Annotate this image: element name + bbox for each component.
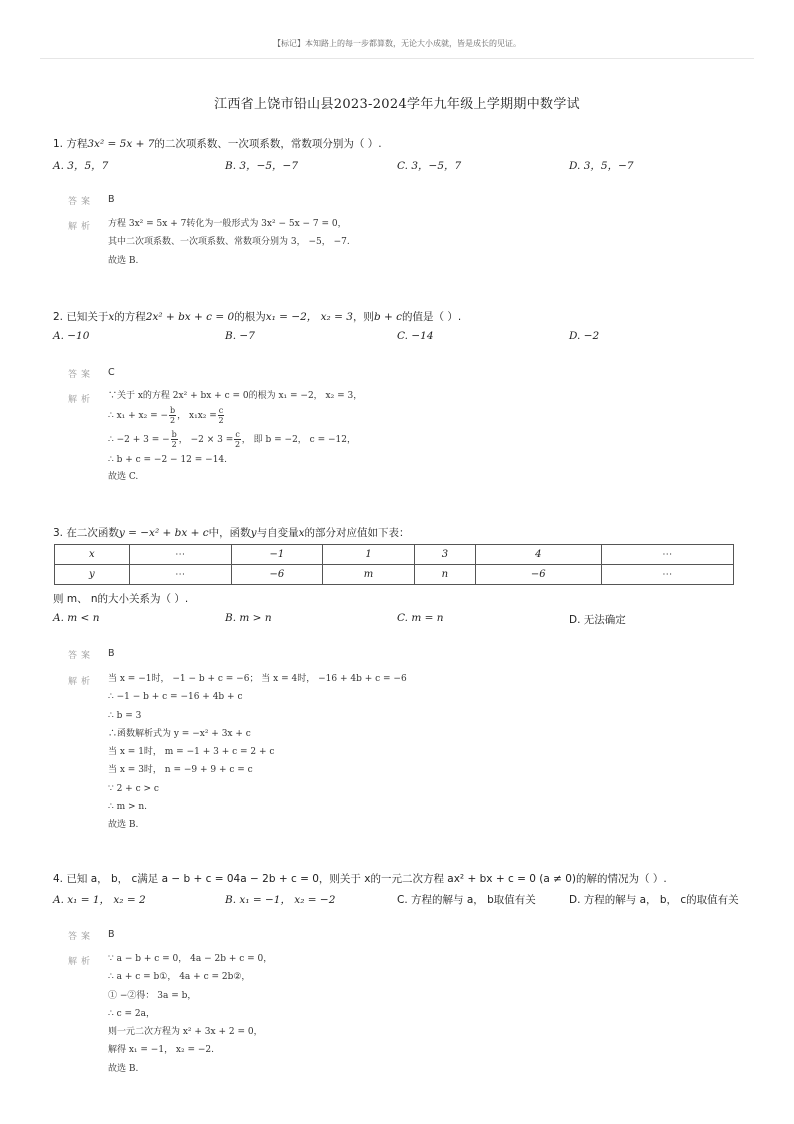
option-c[interactable]: C. −14 xyxy=(397,330,434,342)
table-cell: ⋯ xyxy=(601,565,733,585)
analysis-label: 解析 xyxy=(68,957,95,967)
option-b[interactable]: B. m > n xyxy=(225,612,272,624)
question-3-answer: B xyxy=(108,648,115,659)
table-cell: −6 xyxy=(231,565,323,585)
question-4-options xyxy=(53,892,753,906)
option-c[interactable]: C. 方程的解与 a， b取值有关 xyxy=(397,894,536,906)
option-d[interactable]: D. 无法确定 xyxy=(569,614,626,626)
analysis-label: 解析 xyxy=(68,677,95,687)
page-title: 江西省上饶市铅山县2023-2024学年九年级上学期期中数学试 xyxy=(214,97,580,112)
table-cell: m xyxy=(323,565,415,585)
table-cell: ⋯ xyxy=(129,565,231,585)
solution-line: ∴ x₁ + x₂ = − $\frac{b}{2}$ ， x₁x₂ = $\frac{c}{2}$ xyxy=(108,406,224,425)
fraction: $\frac{c}{2}$ xyxy=(218,406,224,425)
question-1-solution xyxy=(108,215,350,270)
table-cell: x xyxy=(55,545,130,565)
table-cell: −6 xyxy=(475,565,601,585)
solution-line: 故选 B. xyxy=(108,820,139,831)
solution-line: 则一元二次方程为 x² + 3x + 2 = 0， xyxy=(108,1027,263,1038)
question-4-stem: 4. 已知 a， b， c满足 a − b + c = 04a − 2b + c = 0，则关于 x的一元二次方程 ax² + bx + c = 0 (a ≠ 0)的解的情况为（ ）. xyxy=(53,873,667,885)
fraction: $\frac{c}{2}$ xyxy=(235,430,241,449)
header-divider xyxy=(40,58,754,59)
option-a[interactable]: A. −10 xyxy=(53,330,90,342)
table-cell: ⋯ xyxy=(129,545,231,565)
table-cell: ⋯ xyxy=(601,545,733,565)
question-3-prompt: 则 m、 n的大小关系为（ ）. xyxy=(53,593,189,605)
question-4-solution xyxy=(108,950,272,1078)
question-2-stem: 2. 已知关于x的方程2x² + bx + c = 0的根为x₁ = −2， x₂ = 3，则b + c的值是（ ）. xyxy=(53,311,462,323)
solution-line: ∴ −1 − b + c = −16 + 4b + c xyxy=(108,692,243,703)
question-2-options xyxy=(53,330,753,344)
option-a[interactable]: A. x₁ = 1， x₂ = 2 xyxy=(53,894,146,906)
solution-line: 故选 C. xyxy=(108,472,139,482)
fraction: $\frac{b}{2}$ xyxy=(170,406,176,425)
analysis-label: 解析 xyxy=(68,395,95,405)
option-b[interactable]: B. 3，−5，−7 xyxy=(225,160,299,172)
solution-line: 方程 3x² = 5x + 7转化为一般形式为 3x² − 5x − 7 = 0， xyxy=(108,219,347,229)
solution-line: ∴函数解析式为 y = −x² + 3x + c xyxy=(108,728,251,739)
table-row xyxy=(55,545,734,565)
table-cell: y xyxy=(55,565,130,585)
option-a[interactable]: A. 3，5，7 xyxy=(53,160,109,172)
answer-label: 答案 xyxy=(68,370,95,380)
value-table xyxy=(54,544,734,585)
table-cell: 4 xyxy=(475,545,601,565)
answer-label: 答案 xyxy=(68,651,95,661)
table-cell: n xyxy=(414,565,475,585)
header-motto: 【标记】本知路上的每一步都算数，无论大小成就，皆是成长的见证。 xyxy=(273,39,521,48)
question-1-answer: B xyxy=(108,194,115,205)
answer-label: 答案 xyxy=(68,932,95,942)
solution-line: ∴ b = 3 xyxy=(108,710,142,721)
fraction: $\frac{b}{2}$ xyxy=(171,430,177,449)
table-cell: 1 xyxy=(323,545,415,565)
solution-line: ∴ c = 2a， xyxy=(108,1008,155,1019)
option-d[interactable]: D. 方程的解与 a， b， c的取值有关 xyxy=(569,894,739,906)
question-1-stem: 1. 方程3x² = 5x + 7的二次项系数、一次项系数，常数项分别为（ ）. xyxy=(53,138,382,150)
solution-line: ∵ 2 + c > c xyxy=(108,783,159,794)
question-3-solution xyxy=(108,670,407,835)
solution-line: ∴ b + c = −2 − 12 = −14. xyxy=(108,455,228,465)
solution-line: 当 x = −1时， −1 − b + c = −6； 当 x = 4时， −16 + 4b + c = −6 xyxy=(108,674,407,684)
solution-line: 其中二次项系数、一次项系数、常数项分别为 3， −5， −7. xyxy=(108,237,350,248)
option-d[interactable]: D. −2 xyxy=(569,330,600,342)
option-d[interactable]: D. 3，5，−7 xyxy=(569,160,634,172)
option-a[interactable]: A. m < n xyxy=(53,612,100,624)
table-cell: 3 xyxy=(414,545,475,565)
option-b[interactable]: B. −7 xyxy=(225,330,255,342)
question-3-stem: 3. 在二次函数y = −x² + bx + c中，函数y与自变量x的部分对应值如下表： xyxy=(53,527,410,539)
solution-line: 故选 B. xyxy=(108,255,139,266)
option-c[interactable]: C. m = n xyxy=(397,612,444,624)
question-2-solution xyxy=(108,388,362,486)
solution-line: 解得 x₁ = −1， x₂ = −2. xyxy=(108,1045,215,1056)
table-row xyxy=(55,565,734,585)
question-2-answer: C xyxy=(108,367,115,378)
solution-line: ∵关于 x的方程 2x² + bx + c = 0的根为 x₁ = −2， x₂ = 3， xyxy=(108,391,363,401)
solution-line: 故选 B. xyxy=(108,1063,139,1074)
question-1-options xyxy=(53,158,753,172)
analysis-label: 解析 xyxy=(68,222,95,232)
option-c[interactable]: C. 3，−5，7 xyxy=(397,160,462,172)
question-4-answer: B xyxy=(108,929,115,940)
solution-line: ∴ a + c = b①， 4a + c = 2b②， xyxy=(108,972,251,983)
solution-line: ① −②得： 3a = b， xyxy=(108,990,197,1001)
table-cell: −1 xyxy=(231,545,323,565)
solution-line: ∴ −2 + 3 = − $\frac{b}{2}$ ， −2 × 3 = $\frac{c}{2}$ ， 即 b = −2， c = −12， xyxy=(108,430,356,449)
solution-line: 当 x = 3时， n = −9 + 9 + c = c xyxy=(108,765,253,776)
question-3-options xyxy=(53,612,753,626)
solution-line: ∴ m > n. xyxy=(108,802,148,813)
solution-line: 当 x = 1时， m = −1 + 3 + c = 2 + c xyxy=(108,747,275,758)
option-b[interactable]: B. x₁ = −1， x₂ = −2 xyxy=(225,894,336,906)
answer-label: 答案 xyxy=(68,197,95,207)
solution-line: ∵ a − b + c = 0， 4a − 2b + c = 0， xyxy=(108,954,273,964)
